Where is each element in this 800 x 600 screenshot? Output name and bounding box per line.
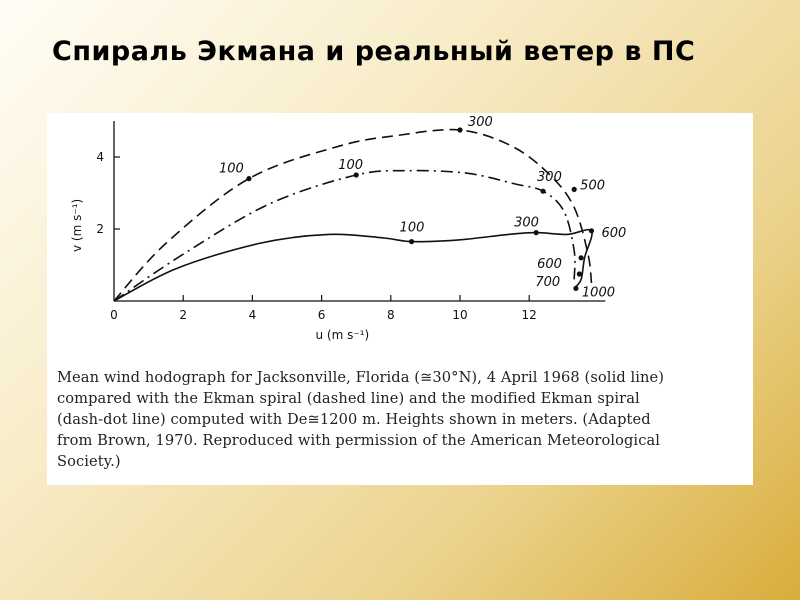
height-marker: [577, 271, 582, 276]
x-tick-label: 10: [452, 308, 468, 322]
x-tick-label: 12: [521, 308, 537, 322]
caption-line: (dash-dot line) computed with De≅1200 m. Heights shown in meters. (Adapted: [57, 411, 651, 428]
x-axis-label: u (m s⁻¹): [315, 328, 370, 342]
x-tick-label: 0: [110, 308, 118, 322]
y-tick-label: 2: [96, 222, 104, 236]
height-label: 700: [535, 275, 561, 290]
slide-title: Спираль Экмана и реальный ветер в ПС: [52, 36, 696, 67]
height-label: 300: [468, 115, 493, 130]
x-tick-label: 2: [179, 308, 188, 322]
height-label: 600: [537, 256, 562, 272]
height-marker: [246, 176, 251, 181]
height-marker: [579, 255, 584, 260]
height-marker: [573, 286, 578, 291]
hodograph-chart: [47, 113, 753, 363]
height-marker: [589, 228, 594, 233]
height-label: 500: [580, 178, 606, 194]
caption-line: from Brown, 1970. Reproduced with permission of the American Meteorological: [57, 432, 661, 449]
x-tick-label: 6: [317, 308, 326, 322]
x-tick-label: 4: [248, 308, 257, 322]
height-label: 100: [399, 220, 425, 236]
height-marker: [540, 189, 545, 194]
caption-line: Society.): [57, 453, 121, 470]
caption-line: compared with the Ekman spiral (dashed line) and the modified Ekman spiral: [57, 390, 640, 407]
caption-line: Mean wind hodograph for Jacksonville, Florida (≅30°N), 4 April 1968 (solid line): [57, 369, 665, 386]
y-axis-label: v (m s⁻¹): [70, 198, 84, 252]
series-solid-line: [114, 230, 592, 301]
height-marker: [534, 230, 539, 235]
height-label: 300: [537, 170, 562, 186]
series-dash-dot-line: [114, 171, 575, 301]
height-label: 300: [514, 215, 539, 231]
figure-caption: [57, 367, 747, 472]
height-marker: [457, 127, 462, 132]
height-label: 100: [218, 161, 244, 177]
y-tick-label: 4: [96, 150, 104, 164]
height-marker: [354, 172, 359, 177]
height-marker: [572, 187, 577, 192]
height-marker: [409, 239, 414, 244]
height-label: 100: [338, 158, 364, 173]
hodograph-figure: [47, 113, 753, 485]
height-label: 600: [601, 225, 627, 241]
x-tick-label: 8: [386, 308, 395, 322]
height-label: 1000: [581, 285, 616, 301]
